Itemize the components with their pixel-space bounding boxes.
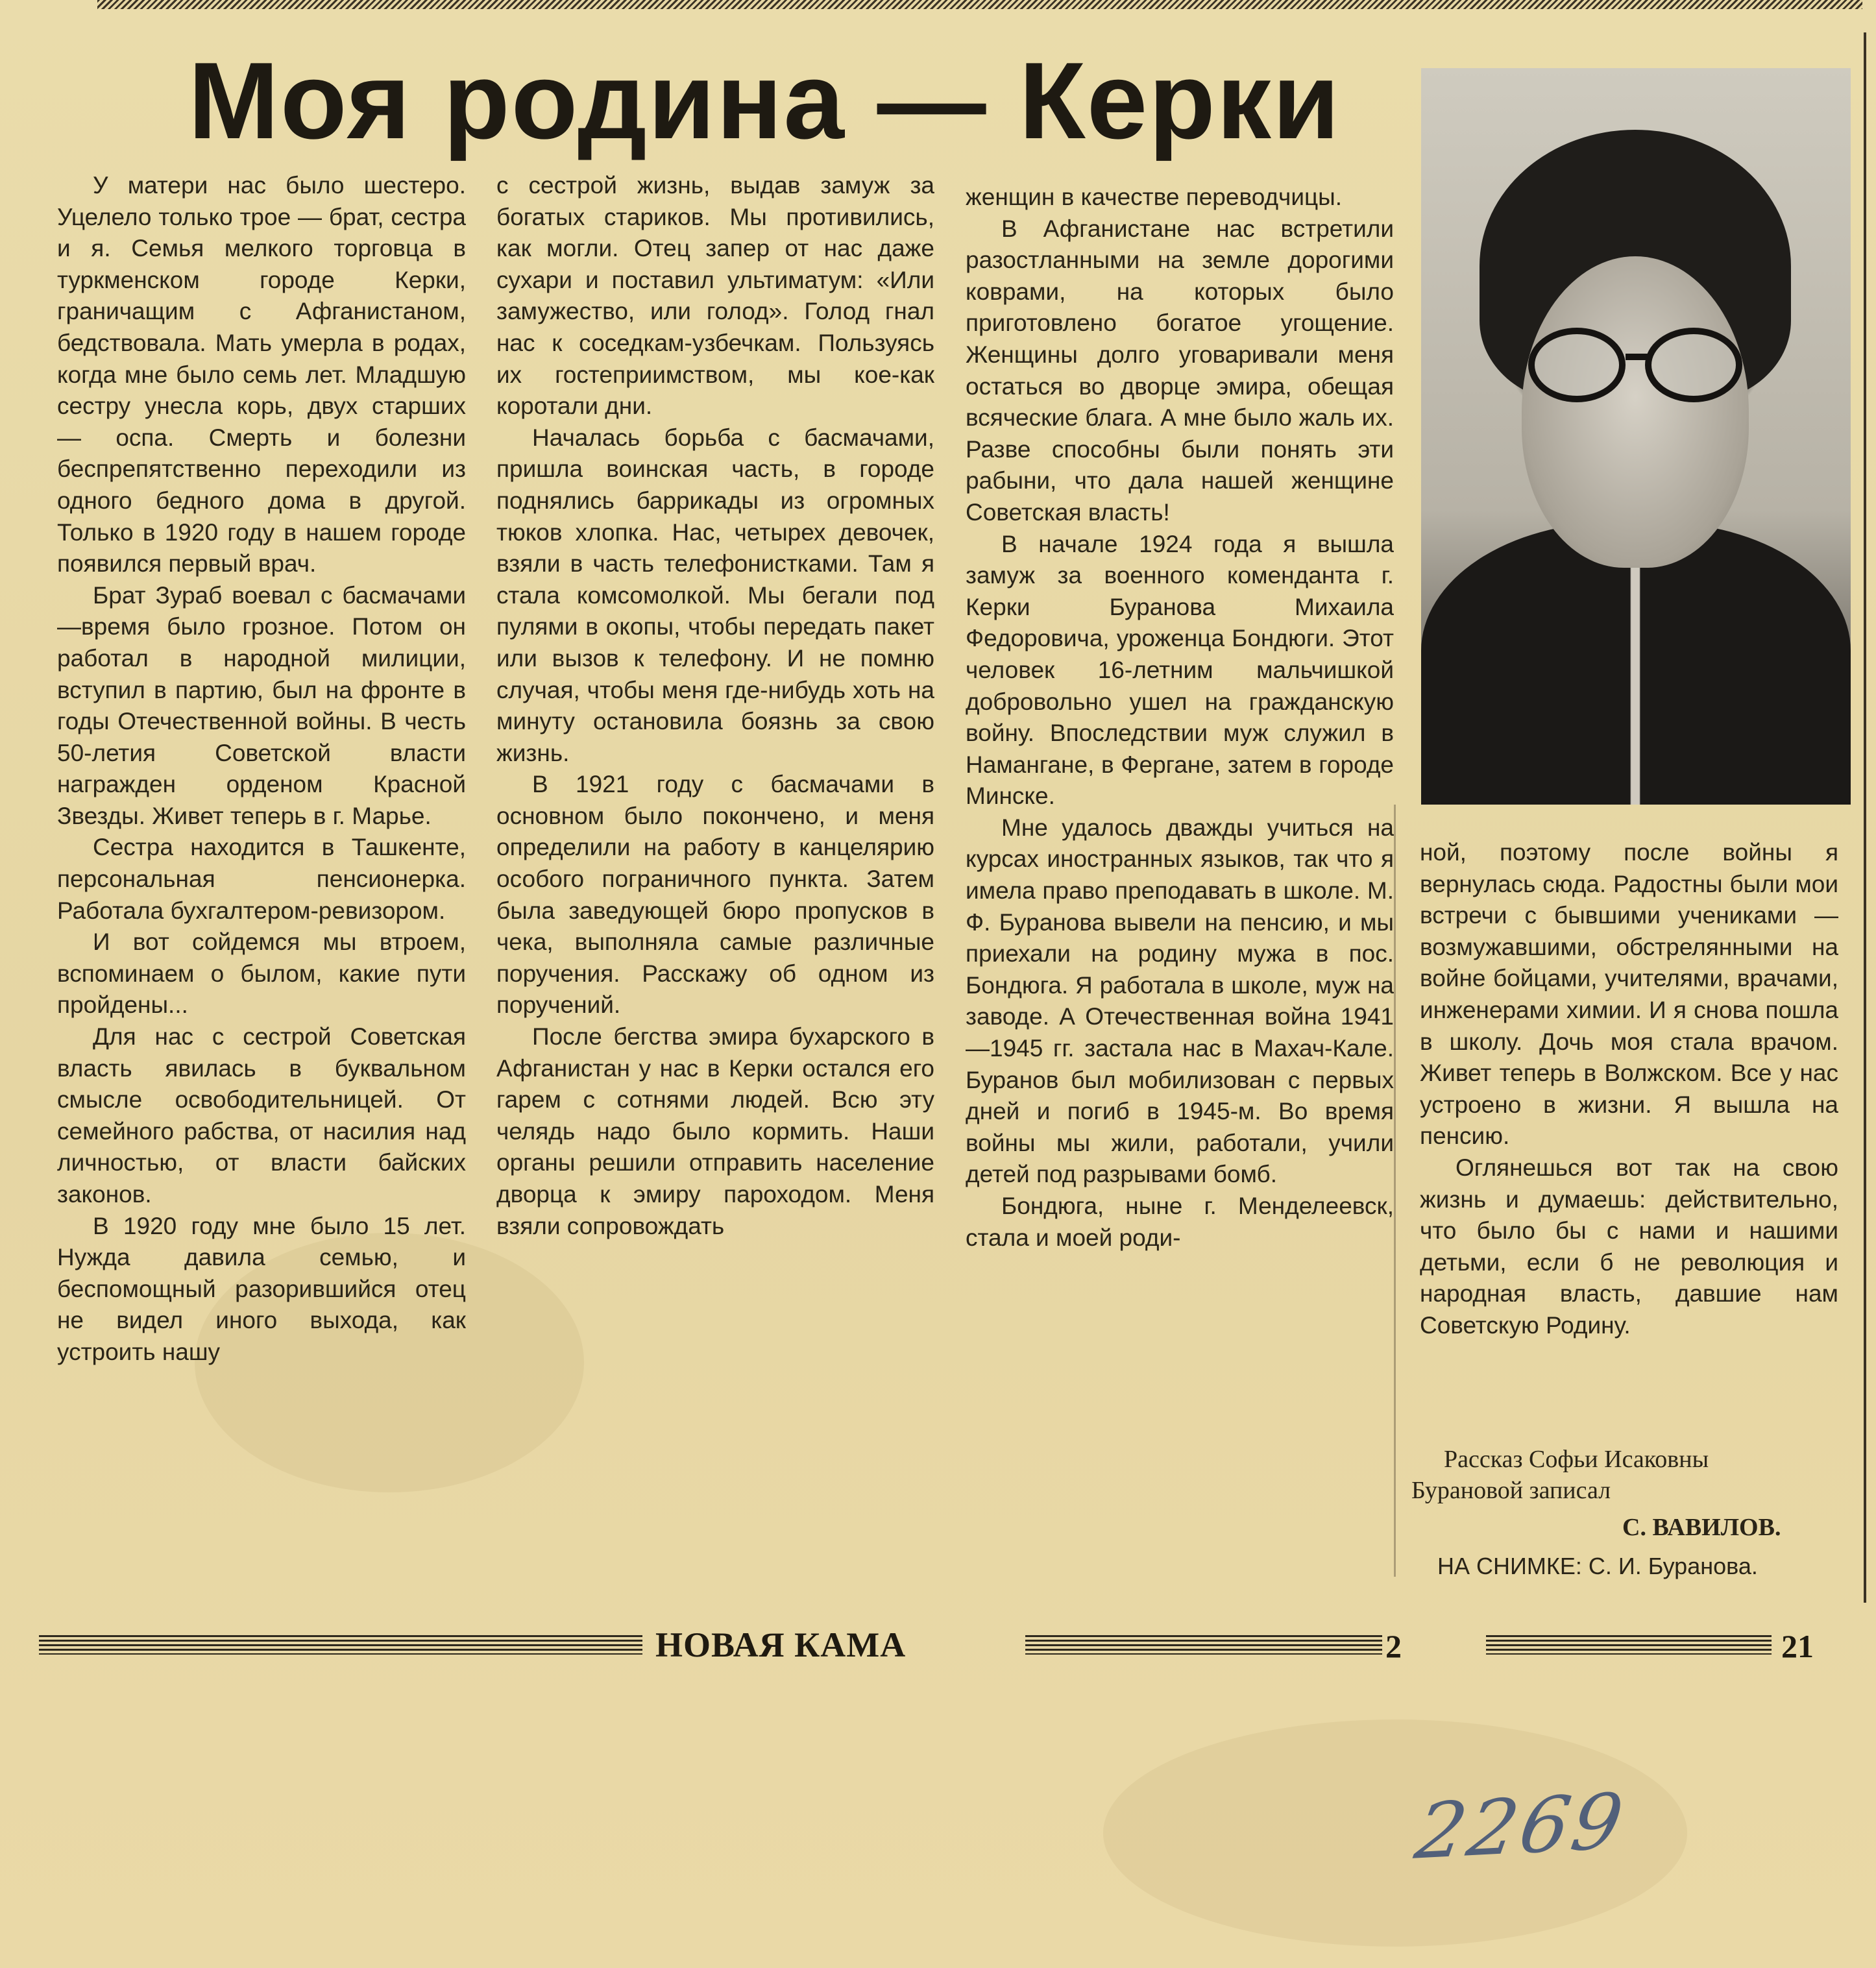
footer-rule-right: [1486, 1635, 1772, 1655]
article-column-3: [966, 182, 1394, 1603]
footer-rule-left: [39, 1635, 642, 1655]
paragraph: ной, поэтому после войны я вернулась сюда. Радостны были мои встречи с бывшими учениками — возмужавшими, обстрелянными на войне бойцами, учителями, врачами, инженерами химии. И я снова пошла в школу. Дочь моя стала врачом. Живет теперь в Волжском. Все у нас устроено в жизни. Я вышла на пенсию.: [1420, 839, 1838, 1150]
glasses-lens-right: [1645, 328, 1742, 402]
credit-line-1: Рассказ Софьи Исаковны: [1444, 1446, 1709, 1473]
paragraph: У матери нас было шестеро. Уцелело только трое — брат, сестра и я. Семья мелкого торговца в туркменском городе Керки, граничащим с Афганистаном, бедствовала. Мать умерла в родах, когда мне было семь лет. Младшую сестру унесла корь, двух старших — оспа. Смерть и болезни беспрепятственно переходили из одного бедного дома в другой. Только в 1920 году в нашем городе появился первый врач.: [57, 172, 466, 577]
paragraph: Бондюга, ныне г. Менделеевск, стала и моей роди-: [966, 1193, 1394, 1251]
portrait-photo: [1421, 68, 1851, 805]
page-number: 21: [1781, 1628, 1814, 1664]
paragraph: И вот сойдемся мы втроем, вспоминаем о былом, какие пути пройдены...: [57, 929, 466, 1019]
portrait-face: [1522, 256, 1749, 568]
author-signature: С. ВАВИЛОВ.: [1622, 1514, 1781, 1541]
credit-line-2: Бурановой записал: [1411, 1477, 1611, 1504]
paragraph: После бегства эмира бухарского в Афганистан у нас в Керки остался его гарем с сотнями людей. Всю эту челядь надо было кормить. Наши органы решили отправить население дворца к эмиру пароходом. Меня взяли сопровождать: [496, 1023, 934, 1239]
article-column-2: [496, 170, 934, 1597]
glasses-lens-left: [1528, 328, 1626, 402]
paragraph: В 1921 году с басмачами в основном было покончено, и меня определили на работу в канцелярию особого пограничного пункта. Затем была заведующей бюро пропусков в чека, выполняла самые различные поручения. Расскажу об одном из поручений.: [496, 771, 934, 1019]
paragraph: Брат Зураб воевал с басмачами—время было грозное. Потом он работал в народной милиции, вступил в партию, был на фронте в годы Отечественной войны. В честь 50-летия Советской власти награжден орденом Красной Звезды. Живет теперь в г. Марье.: [57, 581, 466, 829]
column-divider: [1394, 805, 1396, 1577]
archive-number-handwritten: 2269: [1409, 1776, 1631, 1877]
photo-caption: НА СНИМКЕ: С. И. Буранова.: [1437, 1553, 1758, 1579]
article-column-1: [57, 170, 466, 1597]
newspaper-name: НОВАЯ КАМА: [655, 1625, 907, 1664]
paragraph: В Афганистане нас встретили разостланными на земле дорогими коврами, на которых было приготовлено богатое угощение. Женщины долго уговаривали меня остаться во дворце эмира, обещая всяческие блага. А мне было жаль их. Разве способны были понять эти рабыни, что дала нашей женщине Советская власть!: [966, 215, 1394, 526]
paragraph: с сестрой жизнь, выдав замуж за богатых стариков. Мы противились, как могли. Отец запер от нас даже сухари и поставил ультиматум: «Или замужество, или голод». Голод гнал нас к соседкам-узбечкам. Пользуясь их гостеприимством, мы кое-как коротали дни.: [496, 172, 934, 420]
paragraph: женщин в качестве переводчицы.: [966, 184, 1343, 210]
paragraph: Началась борьба с басмачами, пришла воинская часть, в городе поднялись баррикады из огромных тюков хлопка. Нас, четырех девочек, взяли в часть телефонистками. Там я стала комсомолкой. Мы бегали под пулями в окопы, чтобы передать пакет или вызов к телефону. И не помню случая, чтобы меня где-нибудь хоть на минуту остановила боязнь за свою жизнь.: [496, 424, 934, 766]
paragraph: В начале 1924 года я вышла замуж за военного коменданта г. Керки Буранова Михаила Федоровича, уроженца Бондюги. Этот человек 16-летним мальчишкой добровольно ушел на гражданскую войну. Впоследствии муж служил в Намангане, в Фергане, затем в городе Минске.: [966, 530, 1394, 810]
footer-rule-middle: [1025, 1635, 1382, 1655]
paragraph: Оглянешься вот так на свою жизнь и думаешь: действительно, что было бы с нами и нашими детьми, если б не революция и народная власть, давшие нам Советскую Родину.: [1420, 1154, 1838, 1339]
paragraph: Мне удалось дважды учиться на курсах иностранных языков, так что я имела право преподавать в школе. М. Ф. Буранова вывели на пенсию, и мы приехали на родину мужа в пос. Бондюга. Я работала в школе, муж на заводе. А Отечественная война 1941—1945 гг. застала нас в Махач-Кале. Буранов был мобилизован с первых дней и погиб в 1945-м. Во время войны мы жили, работали, учили детей под разрывами бомб.: [966, 814, 1394, 1188]
paragraph: Сестра находится в Ташкенте, персональная пенсионерка. Работала бухгалтером-ревизором.: [57, 834, 466, 924]
glasses-bridge: [1626, 354, 1651, 360]
paragraph: В 1920 году мне было 15 лет. Нужда давила семью, и беспомощный разорившийся отец не видел иного выхода, как устроить нашу: [57, 1212, 466, 1365]
paragraph: Для нас с сестрой Советская власть явилась в буквальном смысле освободительницей. От семейного рабства, от насилия над личностью, от власти байских законов.: [57, 1023, 466, 1208]
right-border-rule: [1864, 32, 1866, 1603]
top-border-rule: [97, 0, 1862, 9]
issue-number: 2: [1385, 1628, 1402, 1664]
article-headline: Моя родина — Керки: [188, 40, 1341, 162]
